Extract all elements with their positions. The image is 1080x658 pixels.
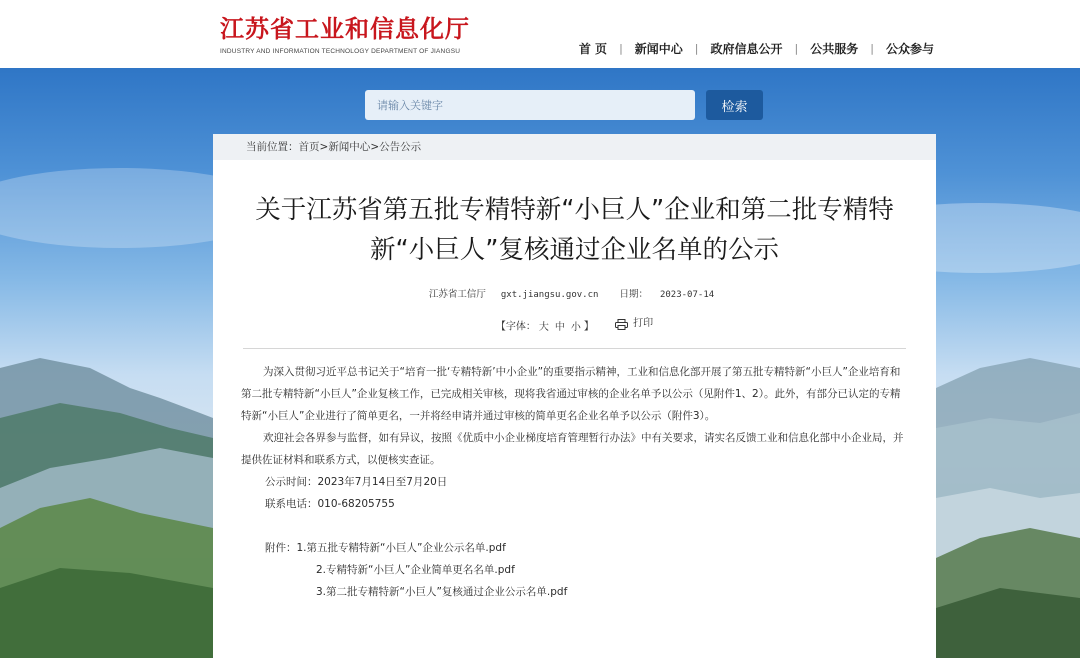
attachment-row <box>241 559 907 581</box>
font-size-small-button[interactable]: 小 <box>570 321 581 333</box>
breadcrumb-separator: > <box>370 141 380 153</box>
site-header <box>0 0 1080 68</box>
nav-item-home[interactable]: 首 页 <box>578 42 608 56</box>
site-logo-title[interactable]: 江苏省工业和信息化厅 <box>220 15 470 43</box>
notice-period: 公示时间：2023年7月14日至7月20日 <box>265 476 448 488</box>
article-paragraph: 为深入贯彻习近平总书记关于“培育一批‘专精特新’中小企业”的重要指示精神，工业和信息化部开展了第五批专精特新“小巨人”企业培育和第二批专精特新“小巨人”企业复核工作，已完成相关审核，现将我省通过审核的企业名单予以公示（见附件1、2）。此外，有部分已认定的专精特新“小巨人”企业进行了简单更名，一并将经申请并通过审核的简单更名企业名单予以公示（附件3）。 <box>241 366 901 422</box>
attachment-row <box>241 537 907 559</box>
attachment-row <box>241 581 907 603</box>
breadcrumb-separator: > <box>319 141 329 153</box>
breadcrumb-news-center[interactable]: 新闻中心 <box>328 141 371 153</box>
breadcrumb-home[interactable]: 首页 <box>298 141 320 153</box>
search-input[interactable] <box>365 90 695 120</box>
article-body <box>241 361 907 603</box>
article-source: 江苏省工信厅 <box>428 289 486 300</box>
nav-separator: | <box>619 42 623 55</box>
main-nav <box>579 41 934 57</box>
article-url: gxt.jiangsu.gov.cn <box>500 290 599 300</box>
nav-separator: | <box>794 42 799 55</box>
site-logo-subtitle: INDUSTRY AND INFORMATION TECHNOLOGY DEPARTMENT OF JIANGSU <box>220 48 461 55</box>
breadcrumb-label: 当前位置： <box>246 141 299 153</box>
attachment-link-1[interactable]: 1.第五批专精特新“小巨人”企业公示名单.pdf <box>296 542 506 554</box>
search-button[interactable]: 检索 <box>706 90 763 120</box>
breadcrumb-announcements[interactable]: 公告公示 <box>379 141 422 153</box>
attachment-link-2[interactable]: 2.专精特新“小巨人”企业简单更名名单.pdf <box>316 564 515 576</box>
print-button[interactable] <box>615 317 653 331</box>
content-divider <box>243 348 906 349</box>
font-size-medium-button[interactable]: 中 <box>554 321 565 333</box>
nav-separator: | <box>870 42 874 55</box>
article-tools <box>213 317 936 335</box>
attachment-link-3[interactable]: 3.第二批专精特新“小巨人”复核通过企业公示名单.pdf <box>316 586 568 598</box>
nav-item-gov-info[interactable]: 政府信息公开 <box>710 42 783 56</box>
article-meta <box>213 288 936 302</box>
font-size-label: 【字体： <box>495 321 536 333</box>
article-date: 2023-07-14 <box>659 290 715 300</box>
nav-item-public-participation[interactable]: 公众参与 <box>885 42 934 56</box>
nav-item-public-service[interactable]: 公共服务 <box>810 42 859 56</box>
article-title: 关于江苏省第五批专精特新“小巨人”企业和第二批专精特新“小巨人”复核通过企业名单的公示 <box>255 195 894 265</box>
contact-phone: 联系电话：010-68205755 <box>265 498 395 510</box>
nav-separator: | <box>694 42 699 55</box>
article-card <box>213 134 936 658</box>
printer-icon <box>615 319 628 330</box>
nav-item-news-center[interactable]: 新闻中心 <box>634 42 683 56</box>
article-paragraph: 欢迎社会各界参与监督，如有异议，按照《优质中小企业梯度培育管理暂行办法》中有关要求，请实名反馈工业和信息化部中小企业局，并提供佐证材料和联系方式，以便核实查证。 <box>241 432 904 466</box>
article-date-label: 日期： <box>619 289 648 300</box>
attachments-label: 附件： <box>265 542 297 554</box>
font-size-close: 】 <box>583 321 594 333</box>
breadcrumb <box>213 134 936 160</box>
font-size-large-button[interactable]: 大 <box>538 321 549 333</box>
print-label: 打印 <box>633 318 654 329</box>
